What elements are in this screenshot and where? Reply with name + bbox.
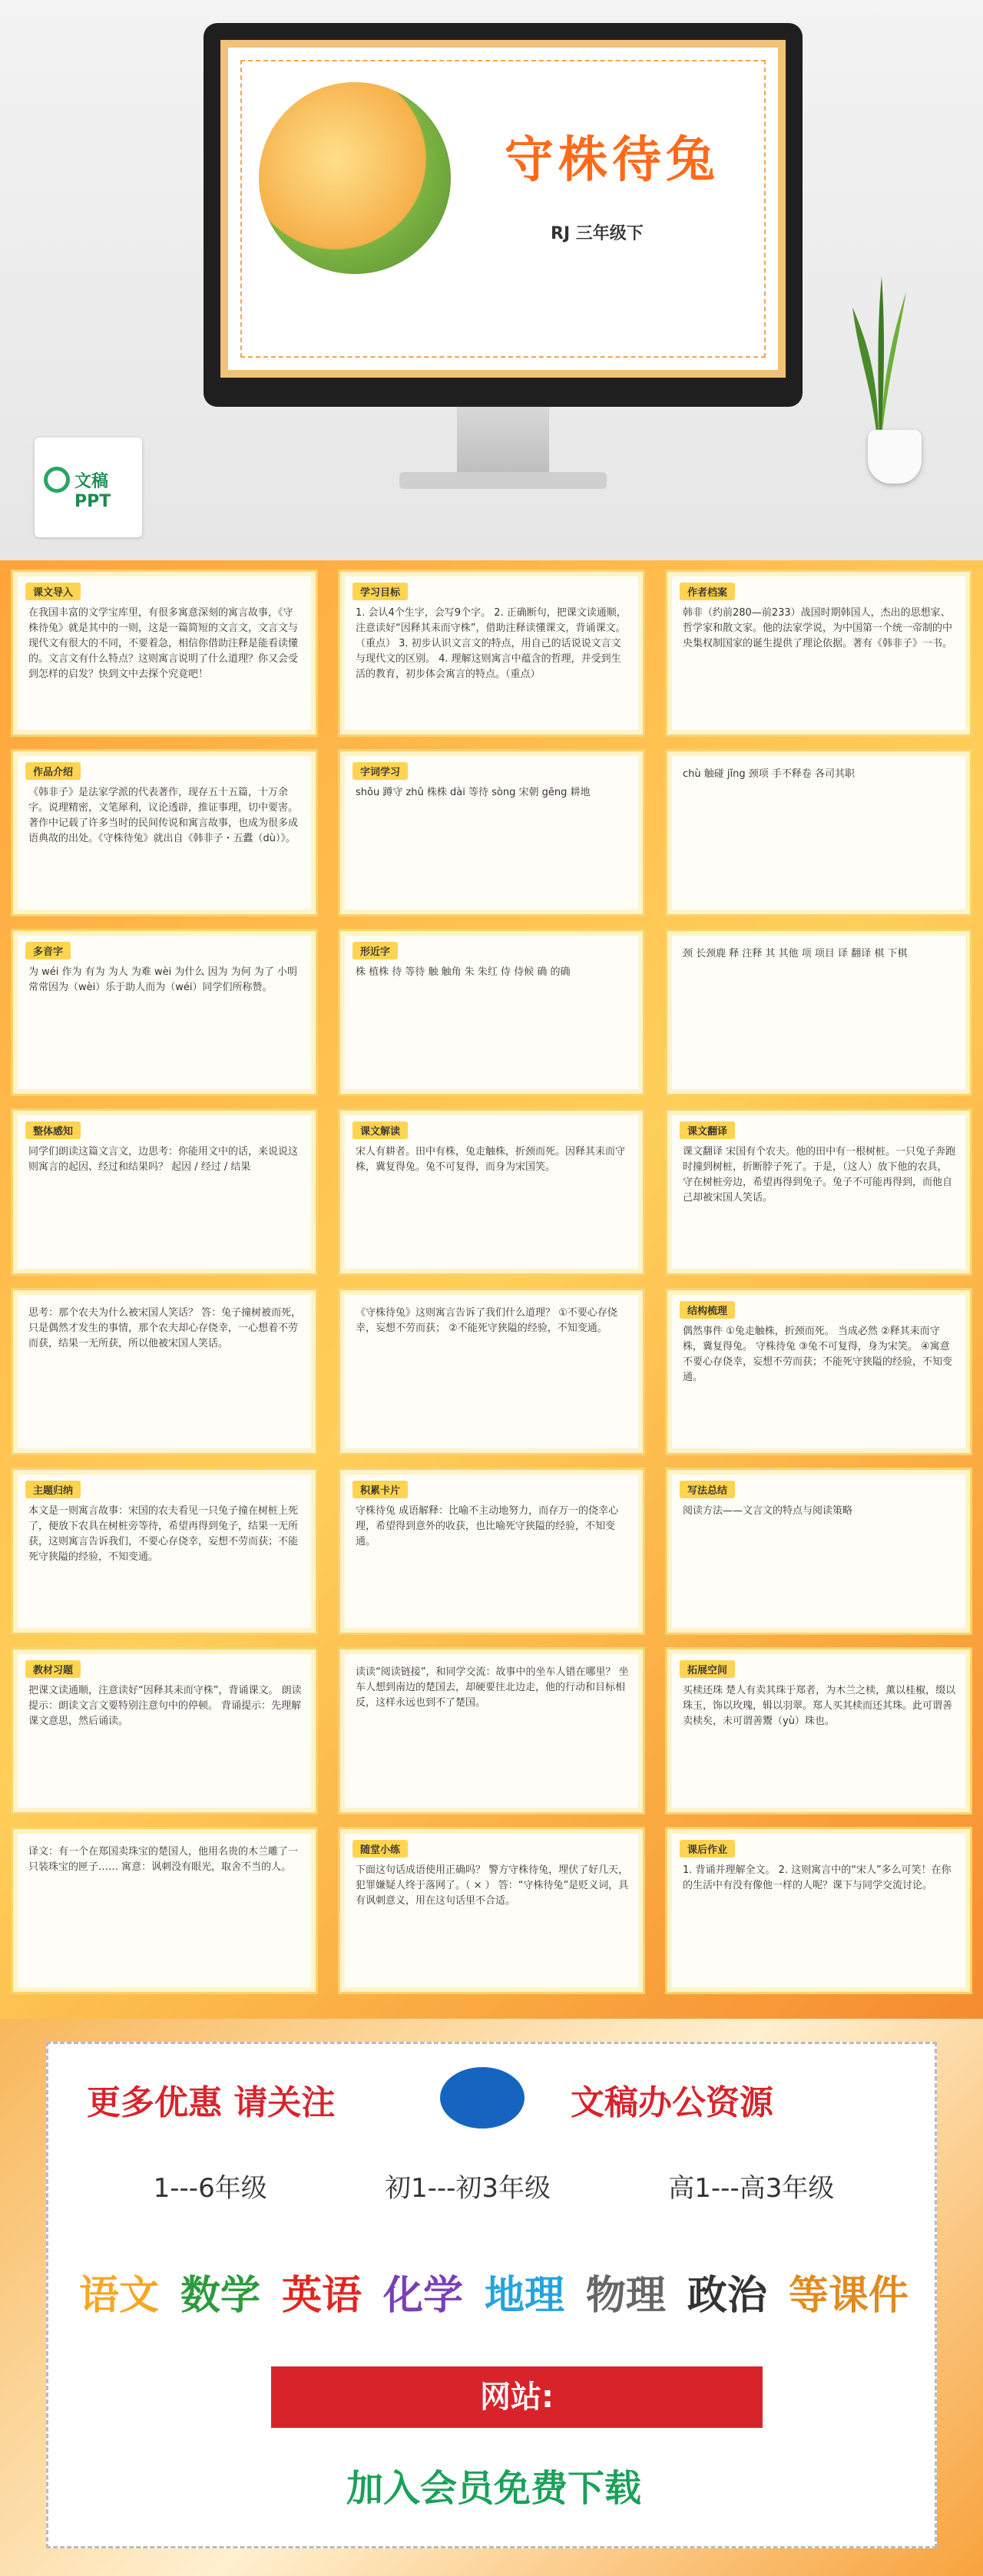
slide-tag: 结构梳理 xyxy=(680,1301,735,1319)
slide-card xyxy=(11,749,318,916)
slide-card xyxy=(665,1468,972,1635)
slide-card xyxy=(338,1108,645,1276)
subject-label: 等课件 xyxy=(788,2273,909,2319)
slide-text: 守株待兔 成语解释：比喻不主动地努力，而存万一的侥幸心理，希望得到意外的收获，也比喻死守狭隘的经验，不知变通。 xyxy=(356,1505,619,1547)
promo-left: 更多优惠 请关注 xyxy=(87,2083,336,2122)
slide-tag: 多音字 xyxy=(25,942,71,959)
subjects-row xyxy=(79,2263,909,2320)
slide-tag: 写法总结 xyxy=(680,1481,735,1498)
slide-tag: 课文解读 xyxy=(352,1121,408,1139)
slide-text: 思考：那个农夫为什么被宋国人笑话？ 答：兔子撞树被而死，只是偶然才发生的事情，那个农夫却心存侥幸，一心想着不劳而获，结果一无所获，所以他被宋国人笑话。 xyxy=(28,1307,302,1349)
lesson-title: 守株待兔 xyxy=(505,132,720,189)
monitor-base xyxy=(399,472,607,489)
slide-card xyxy=(11,929,318,1096)
subject-label: 化学 xyxy=(382,2273,463,2319)
slide-card xyxy=(665,1827,972,1994)
slide-card xyxy=(338,1647,645,1815)
slide-text: 本文是一则寓言故事：宋国的农夫看见一只兔子撞在树桩上死了，便放下农具在树桩旁等待，希望再得到兔子，结果一无所获，这则寓言告诉我们，不要心存侥幸，妄想不劳而获；不能死守狭隘的经验，不知变通。 xyxy=(28,1505,299,1563)
subject-label: 英语 xyxy=(281,2273,362,2319)
slide-tag: 学习目标 xyxy=(352,583,408,600)
slide-tag: 拓展空间 xyxy=(680,1660,735,1678)
slide-text: 在我国丰富的文学宝库里，有很多寓意深刻的寓言故事，《守株待兔》就是其中的一则，这是一篇简短的文言文，文言文与现代文有很大的不同，不要着急，相信你借助注释是能看读懂的。文言文有什么特点？这则寓言说明了什么道理？你又会受到怎样的启发？快到文中去探个究竟吧！ xyxy=(28,607,299,680)
slide-card xyxy=(338,570,645,737)
slide-card xyxy=(11,1647,318,1815)
grades-row xyxy=(94,2167,893,2204)
slide-text: 课文翻译 宋国有个农夫。他的田中有一根树桩。一只兔子奔跑时撞到树桩，折断脖子死了。于是，（这人）放下他的农具，守在树桩旁边，希望再得到兔子。兔子不可能再得到，而他自己却被宋国人笑话。 xyxy=(683,1146,956,1204)
slide-tag: 形近字 xyxy=(352,942,398,959)
slide-tag: 积累卡片 xyxy=(352,1481,408,1498)
grade-junior: 初1---初3年级 xyxy=(384,2173,551,2204)
slide-card xyxy=(11,570,318,737)
slide-tag: 主题归纳 xyxy=(25,1481,81,1498)
slide-card xyxy=(11,1288,318,1455)
slide-text: 阅读方法——文言文的特点与阅读策略 xyxy=(683,1505,853,1517)
plant-pot xyxy=(868,430,922,484)
slide-text: 译文：有一个在郑国卖珠宝的楚国人，他用名贵的木兰雕了一只装珠宝的匣子…… 寓意：讽刺没有眼光，取舍不当的人。 xyxy=(28,1846,299,1873)
slide-text: 1. 会认4个生字，会写9个字。 2. 正确断句，把课文读通顺，注意读好“因释其耒而守株”，借助注释读懂课文，背诵课文。（重点） 3. 初步认识文言文的特点，用自己的话说说文言文与现代文的区别。 4. 理解这则寓言中蕴含的哲理，并受到生活的教育，初步体会寓言的特点。（重点） xyxy=(356,607,627,680)
subject-label: 语文 xyxy=(79,2273,160,2319)
slide-card xyxy=(665,1288,972,1455)
monitor-stand xyxy=(457,407,549,476)
slide-card xyxy=(338,1827,645,1994)
monitor xyxy=(204,23,803,407)
slide-tag: 字词学习 xyxy=(352,762,408,780)
slide-card xyxy=(338,749,645,916)
title-slide xyxy=(220,40,786,378)
slide-card xyxy=(11,1108,318,1276)
slide-grid xyxy=(0,560,983,2019)
slide-text: 株 植株 待 等待 触 触角 朱 朱红 侍 侍候 确 的确 xyxy=(356,966,571,978)
slide-text: 下面这句话成语使用正确吗？ 警方守株待兔，埋伏了好几天，犯罪嫌疑人终于落网了。（ × ） 答：“守株待兔”是贬义词，具有讽刺意义，用在这句话里不合适。 xyxy=(356,1864,629,1907)
website-link[interactable]: 网站: https://www.wgppt.com xyxy=(271,2366,763,2428)
slide-card xyxy=(11,1468,318,1635)
promo-card xyxy=(46,2042,937,2548)
subject-label: 数学 xyxy=(180,2273,260,2319)
slide-card xyxy=(665,1647,972,1815)
slide-card xyxy=(665,570,972,737)
promo-section xyxy=(0,2019,983,2576)
slide-card xyxy=(665,929,972,1096)
slide-tag: 课文导入 xyxy=(25,583,81,600)
lesson-subtitle: RJ 三年级下 xyxy=(551,224,644,243)
slide-text: 韩非（约前280—前233）战国时期韩国人，杰出的思想家、哲学家和散文家。他的法家学说，为中国第一个统一帝制的中央集权制国家的诞生提供了理论依据。著有《韩非子》一书。 xyxy=(683,607,953,649)
slide-text: 《守株待兔》这则寓言告诉了我们什么道理？ ①不要心存侥幸，妄想不劳而获； ②不能死守狭隘的经验，不知变通。 xyxy=(356,1307,617,1334)
grade-primary: 1---6年级 xyxy=(153,2173,267,2204)
slide-tag: 随堂小练 xyxy=(352,1840,408,1858)
slide-tag: 课后作业 xyxy=(680,1840,735,1858)
slide-text: 宋人有耕者。田中有株，兔走触株，折颈而死。因释其耒而守株，冀复得兔。兔不可复得，而身为宋国笑。 xyxy=(356,1146,626,1173)
brand-logo xyxy=(35,438,142,537)
slide-text: chù 触碰 jǐng 颈项 手不释卷 各司其职 xyxy=(683,768,856,780)
hero-section xyxy=(0,0,983,560)
logo-text: 文稿PPT xyxy=(74,472,111,511)
slide-text: 读读“阅读链接”，和同学交流：故事中的坐车人错在哪里？ 坐车人想到南边的楚国去，却硬要往北边走，他的行动和目标相反，这样永远也到不了楚国。 xyxy=(356,1666,629,1709)
slide-tag: 整体感知 xyxy=(25,1121,81,1139)
slide-tag: 作品介绍 xyxy=(25,762,81,780)
logo-icon xyxy=(44,467,70,493)
slide-text: 1. 背诵并理解全文。 2. 这则寓言中的“宋人”多么可笑！在你的生活中有没有像他一样的人呢？课下与同学交流讨论。 xyxy=(683,1864,952,1891)
slide-text: 把课文读通顺，注意读好“因释其耒而守株”，背诵课文。 朗读提示：朗读文言文要特别注意句中的停顿。 背诵提示：先理解课文意思，然后诵读。 xyxy=(28,1685,302,1727)
brand-icon xyxy=(440,2067,525,2129)
slide-card xyxy=(11,1827,318,1994)
slide-text: 颈 长颈鹿 释 注释 其 其他 项 项目 译 翻译 棋 下棋 xyxy=(683,948,908,959)
subject-label: 政治 xyxy=(687,2273,767,2319)
slide-card xyxy=(338,929,645,1096)
slide-text: 为 wéi 作为 有为 为人 为难 wèi 为什么 因为 为何 为了 小明常常因为（wèi）乐于助人而为（wéi）同学们所称赞。 xyxy=(28,966,297,993)
subject-label: 物理 xyxy=(585,2273,666,2319)
slide-text: 买椟还珠 楚人有卖其珠于郑者，为木兰之椟，薰以桂椒，缀以珠玉，饰以玫瑰，辑以羽翠。郑人买其椟而还其珠。此可谓善卖椟矣，未可谓善鬻（yù）珠也。 xyxy=(683,1685,956,1727)
slide-card xyxy=(338,1468,645,1635)
slide-text: 偶然事件 ①兔走触株，折颈而死。 当成必然 ②释其耒而守株，冀复得兔。 守株待兔 ③兔不可复得，身为宋笑。 ④寓意 不要心存侥幸，妄想不劳而获；不能死守狭隘的经验，不知变通。 xyxy=(683,1326,953,1383)
slide-tag: 课文翻译 xyxy=(680,1121,735,1139)
grade-senior: 高1---高3年级 xyxy=(668,2173,835,2204)
join-banner: 加入会员免费下载 xyxy=(346,2467,641,2510)
slide-tag: 教材习题 xyxy=(25,1660,81,1678)
slide-card xyxy=(665,749,972,916)
promo-right: 文稿办公资源 xyxy=(571,2083,773,2122)
slide-text: 《韩非子》是法家学派的代表著作，现存五十五篇，十万余字。说理精密，文笔犀利，议论透辟，推证事理，切中要害。著作中记载了许多当时的民间传说和寓言故事，也成为很多成语典故的出处。《守株待兔》就出自《韩非子・五蠹（dù）》。 xyxy=(28,787,299,844)
illustration xyxy=(259,82,451,274)
slide-card xyxy=(665,1108,972,1276)
slide-tag: 作者档案 xyxy=(680,583,735,600)
slide-text: shǒu 蹲守 zhū 株株 dài 等待 sòng 宋朝 gēng 耕地 xyxy=(356,787,591,798)
subject-label: 地理 xyxy=(484,2273,564,2319)
slide-card xyxy=(338,1288,645,1455)
slide-text: 同学们朗读这篇文言文，边思考：你能用文中的话，来说说这则寓言的起因、经过和结果吗？ 起因 / 经过 / 结果 xyxy=(28,1146,299,1173)
